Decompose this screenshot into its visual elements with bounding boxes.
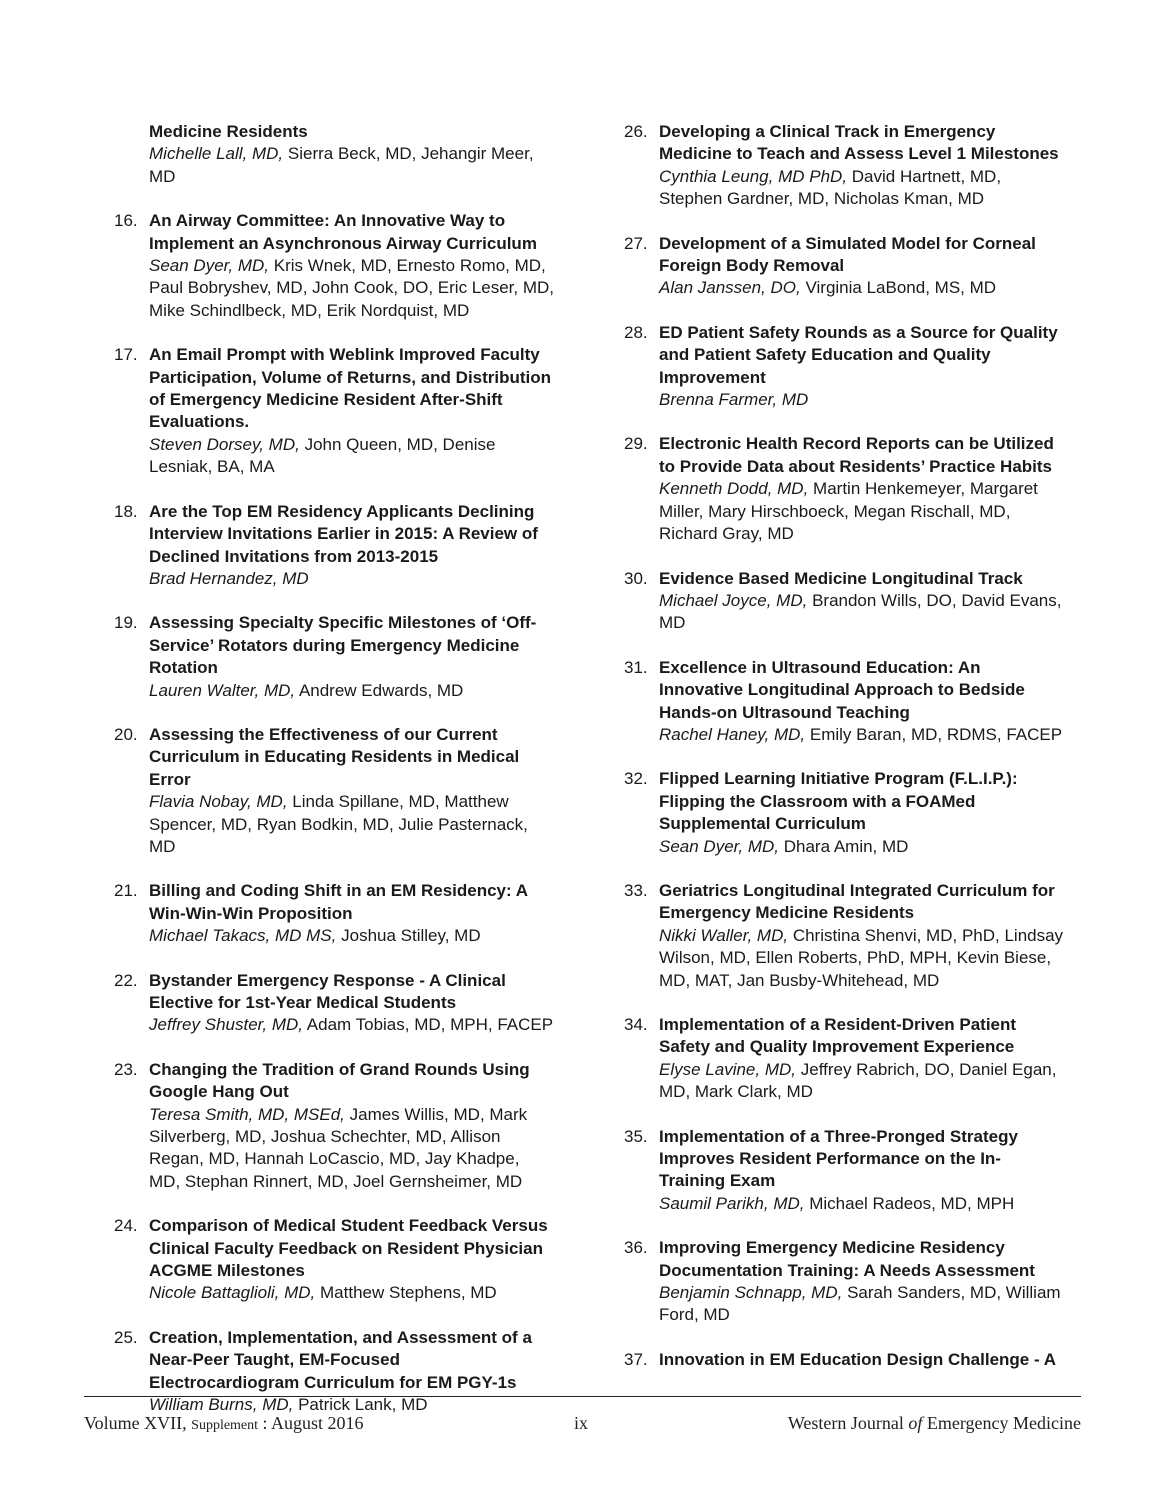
entry-authors	[659, 1059, 1064, 1104]
toc-entry	[114, 724, 554, 858]
coauthors: John Queen, MD, Denise Lesniak, BA, MA	[149, 434, 496, 477]
entry-authors	[149, 925, 554, 947]
toc-entry	[624, 233, 1064, 300]
entry-number: 28.	[624, 322, 648, 342]
entry-authors	[659, 389, 1064, 411]
entry-number: 26.	[624, 122, 648, 141]
entry-title: Medicine Residents	[149, 122, 308, 141]
lead-author: Brad Hernandez, MD	[149, 568, 309, 588]
entry-authors	[659, 166, 1064, 211]
toc-entry	[114, 970, 554, 1037]
entry-title: Development of a Simulated Model for Corneal Foreign Body Removal	[659, 233, 1036, 276]
entry-authors	[149, 1014, 554, 1036]
toc-entry	[624, 1349, 1064, 1371]
lead-author: Nikki Waller, MD,	[659, 925, 789, 945]
entry-authors	[659, 590, 1064, 635]
toc-entry	[114, 1327, 554, 1417]
entry-number: 27.	[624, 233, 648, 253]
lead-author: Benjamin Schnapp, MD,	[659, 1283, 843, 1303]
right-column	[624, 121, 1064, 1393]
entry-title: An Airway Committee: An Innovative Way to Implement an Asynchronous Airway Curriculum	[149, 211, 537, 253]
entry-title: Bystander Emergency Response - A Clinical Elective for 1st-Year Medical Students	[149, 970, 506, 1012]
journal-name-part: Western Journal	[787, 1413, 904, 1433]
coauthors: Patrick Lank, MD	[298, 1395, 428, 1415]
lead-author: Brenna Farmer, MD	[659, 390, 809, 410]
entry-title: Assessing the Effectiveness of our Current Curriculum in Educating Residents in Medical Error	[149, 724, 520, 789]
entry-title: Implementation of a Resident-Driven Patient Safety and Quality Improvement Experience	[659, 1015, 1017, 1057]
coauthors: Joshua Stilley, MD	[341, 926, 481, 946]
entry-title: Billing and Coding Shift in an EM Residency: A Win-Win-Win Proposition	[149, 881, 528, 923]
toc-entry	[624, 433, 1064, 545]
toc-entry	[624, 568, 1064, 635]
entry-title: Excellence in Ultrasound Education: An Innovative Longitudinal Approach to Bedside Hands-on Ultrasound Teaching	[659, 657, 1025, 722]
entry-title: ED Patient Safety Rounds as a Source for Quality and Patient Safety Education and Quality Improvement	[659, 322, 1058, 387]
entry-title: Geriatrics Longitudinal Integrated Curriculum for Emergency Medicine Residents	[659, 880, 1055, 923]
entry-title: Flipped Learning Initiative Program (F.L.I.P.): Flipping the Classroom with a FOAMed Supplemental Curriculum	[659, 769, 1018, 834]
coauthors: Adam Tobias, MD, MPH, FACEP	[306, 1015, 554, 1035]
entry-number: 25.	[114, 1327, 138, 1347]
coauthors: Jeffrey Rabrich, DO, Daniel Egan, MD, Mark Clark, MD	[659, 1059, 1057, 1102]
entry-number: 34.	[624, 1015, 648, 1034]
toc-entry	[114, 612, 554, 702]
right-entry-list	[624, 121, 1064, 1371]
toc-entry	[114, 880, 554, 947]
entry-authors	[659, 478, 1064, 545]
entry-authors	[149, 568, 554, 590]
lead-author: Teresa Smith, MD, MSEd,	[149, 1104, 345, 1124]
entry-number: 24.	[114, 1216, 138, 1236]
toc-entry	[624, 1237, 1064, 1327]
toc-entry	[624, 768, 1064, 858]
entry-authors	[659, 724, 1064, 746]
lead-author: Lauren Walter, MD,	[149, 680, 296, 700]
coauthors: Christina Shenvi, MD, PhD, Lindsay Wilson, MD, Ellen Roberts, PhD, MPH, Kevin Biese, MD, MAT, Jan Busby-Whitehead, MD	[659, 925, 1064, 990]
entry-number: 37.	[624, 1349, 648, 1369]
lead-author: Cynthia Leung, MD PhD,	[659, 166, 848, 186]
entry-authors	[149, 680, 554, 702]
coauthors: Michael Radeos, MD, MPH	[809, 1193, 1015, 1213]
toc-entry	[114, 1215, 554, 1305]
entry-authors	[149, 143, 554, 188]
lead-author: Michelle Lall, MD,	[149, 144, 284, 164]
left-entry-list	[114, 210, 554, 1416]
lead-author: Sean Dyer, MD,	[659, 836, 779, 856]
lead-author: Saumil Parikh, MD,	[659, 1193, 805, 1213]
entry-title: An Email Prompt with Weblink Improved Faculty Participation, Volume of Returns, and Distribution of Emergency Medicine Resident After-Shift Evaluations.	[149, 345, 552, 432]
issue-date: : August 2016	[262, 1413, 364, 1433]
toc-entry-continued	[114, 121, 554, 188]
lead-author: Kenneth Dodd, MD,	[659, 479, 809, 499]
entry-number: 19.	[114, 613, 138, 633]
coauthors: Sarah Sanders, MD, William Ford, MD	[659, 1283, 1061, 1325]
entry-number: 16.	[114, 211, 138, 231]
entry-authors	[149, 791, 554, 858]
journal-name	[788, 1413, 1081, 1434]
footer-volume	[84, 1413, 364, 1434]
page-number: ix	[574, 1413, 589, 1433]
lead-author: Rachel Haney, MD,	[659, 724, 806, 744]
entry-authors	[659, 277, 1064, 299]
journal-name-of: of	[908, 1413, 923, 1433]
entry-number: 30.	[624, 568, 648, 588]
entry-title: Comparison of Medical Student Feedback Versus Clinical Faculty Feedback on Resident Physician ACGME Milestones	[149, 1216, 548, 1281]
entry-title: Developing a Clinical Track in Emergency Medicine to Teach and Assess Level 1 Milestones	[659, 122, 1059, 164]
lead-author: Michael Takacs, MD MS,	[149, 926, 337, 946]
left-column	[114, 121, 554, 1439]
entry-authors	[149, 1104, 554, 1194]
journal-name-part: Emergency Medicine	[926, 1413, 1081, 1433]
entry-number: 33.	[624, 880, 648, 900]
lead-author: Jeffrey Shuster, MD,	[149, 1015, 303, 1035]
entry-title: Creation, Implementation, and Assessment of a Near-Peer Taught, EM-Focused Electrocardiogram Curriculum for EM PGY-1s	[149, 1327, 532, 1392]
entry-authors	[149, 434, 554, 479]
entry-authors	[659, 925, 1064, 992]
entry-number: 21.	[114, 881, 138, 901]
entry-number: 22.	[114, 970, 138, 990]
entry-authors	[149, 255, 554, 322]
coauthors: James Willis, MD, Mark Silverberg, MD, Joshua Schechter, MD, Allison Regan, MD, Hannah LoCascio, MD, Jay Khadpe, MD, Stephan Rinnert, MD, Joel Gernsheimer, MD	[149, 1104, 528, 1191]
coauthors: Brandon Wills, DO, David Evans, MD	[659, 590, 1062, 633]
entry-title: Implementation of a Three-Pronged Strategy Improves Resident Performance on the In-Training Exam	[659, 1126, 1018, 1191]
entry-number: 20.	[114, 724, 138, 744]
supplement-label: Supplement	[191, 1418, 259, 1433]
entry-title: Evidence Based Medicine Longitudinal Track	[659, 568, 1023, 588]
toc-entry	[624, 1014, 1064, 1104]
coauthors: Matthew Stephens, MD	[320, 1283, 497, 1303]
coauthors: Andrew Edwards, MD	[298, 680, 464, 700]
toc-entry	[114, 501, 554, 591]
toc-entry	[114, 344, 554, 478]
toc-entry	[114, 1059, 554, 1193]
toc-entry	[114, 210, 554, 322]
lead-author: Michael Joyce, MD,	[659, 590, 808, 610]
toc-entry	[624, 880, 1064, 992]
toc-entry	[624, 121, 1064, 211]
lead-author: Steven Dorsey, MD,	[149, 434, 300, 454]
lead-author: Elyse Lavine, MD,	[659, 1059, 796, 1079]
entry-title: Assessing Specialty Specific Milestones of ‘Off-Service’ Rotators during Emergency Medicine Rotation	[149, 613, 537, 678]
coauthors: Emily Baran, MD, RDMS, FACEP	[809, 724, 1063, 744]
toc-entry	[624, 657, 1064, 747]
volume-label: Volume XVII,	[84, 1413, 187, 1433]
entry-title: Changing the Tradition of Grand Rounds Using Google Hang Out	[149, 1059, 530, 1102]
coauthors: Linda Spillane, MD, Matthew Spencer, MD, Ryan Bodkin, MD, Julie Pasternack, MD	[149, 792, 528, 856]
coauthors: Martin Henkemeyer, Margaret Miller, Mary Hirschboeck, Megan Rischall, MD, Richard Gray, MD	[659, 479, 1038, 544]
entry-number: 23.	[114, 1059, 138, 1079]
entry-authors	[149, 1282, 554, 1304]
entry-number: 36.	[624, 1238, 648, 1258]
coauthors: Virginia LaBond, MS, MD	[805, 278, 997, 298]
lead-author: William Burns, MD,	[149, 1395, 294, 1415]
lead-author: Flavia Nobay, MD,	[149, 792, 288, 812]
coauthors: Sierra Beck, MD, Jehangir Meer, MD	[149, 144, 534, 186]
entry-number: 32.	[624, 769, 648, 789]
entry-number: 17.	[114, 345, 138, 365]
entry-authors	[659, 1282, 1064, 1327]
coauthors: Dhara Amin, MD	[783, 836, 909, 856]
entry-title: Electronic Health Record Reports can be Utilized to Provide Data about Residents’ Practice Habits	[659, 434, 1054, 476]
entry-number: 18.	[114, 501, 138, 521]
entry-title: Are the Top EM Residency Applicants Declining Interview Invitations Earlier in 2015: A Review of Declined Invitations from 2013-2015	[149, 501, 538, 566]
entry-title: Innovation in EM Education Design Challenge - A	[659, 1349, 1057, 1369]
footer-rule	[84, 1396, 1081, 1397]
coauthors: Kris Wnek, MD, Ernesto Romo, MD, Paul Bobryshev, MD, John Cook, DO, Eric Leser, MD, Mike Schindlbeck, MD, Erik Nordquist, MD	[149, 256, 554, 320]
entry-number: 31.	[624, 657, 648, 677]
toc-entry	[624, 1126, 1064, 1216]
lead-author: Sean Dyer, MD,	[149, 256, 269, 276]
entry-title: Improving Emergency Medicine Residency Documentation Training: A Needs Assessment	[659, 1238, 1035, 1280]
entry-authors	[659, 1193, 1064, 1215]
lead-author: Alan Janssen, DO,	[659, 278, 801, 298]
toc-entry	[624, 322, 1064, 412]
lead-author: Nicole Battaglioli, MD,	[149, 1283, 316, 1303]
entry-number: 35.	[624, 1126, 648, 1146]
coauthors: David Hartnett, MD, Stephen Gardner, MD, Nicholas Kman, MD	[659, 166, 1002, 209]
entry-authors	[659, 836, 1064, 858]
entry-number: 29.	[624, 434, 648, 454]
